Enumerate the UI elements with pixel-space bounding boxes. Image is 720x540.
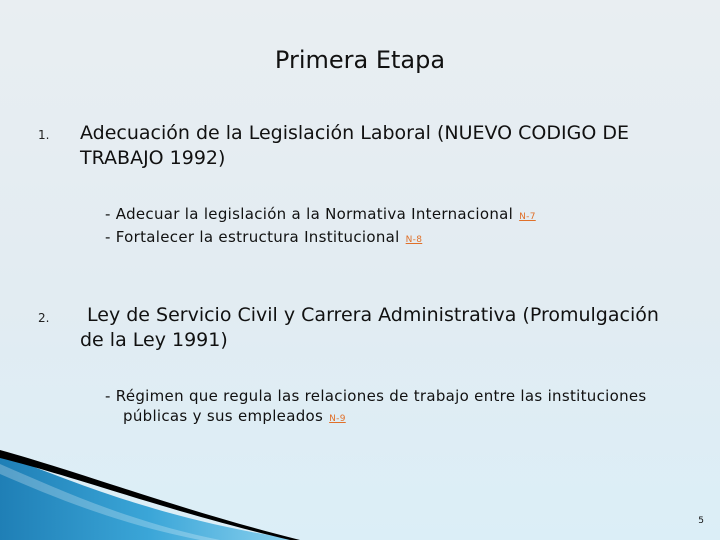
list-number-1: 1. — [38, 128, 50, 142]
item-1-heading-line1: Adecuación de la Legislación Laboral (NUEVO CODIGO DE — [80, 122, 629, 144]
item-2-heading-line1: Ley de Servicio Civil y Carrera Administrativa (Promulgación — [87, 304, 659, 326]
item-1-heading — [80, 121, 629, 171]
subpoint-1-1-text: - Adecuar la legislación a la Normativa Internacional — [105, 205, 514, 223]
item-1-heading-line2: TRABAJO 1992) — [80, 147, 226, 169]
item-1-subpoints — [105, 204, 536, 250]
subpoint-1-1 — [105, 204, 536, 227]
item-2-subpoints — [105, 386, 647, 429]
list-number-2: 2. — [38, 311, 50, 325]
reference-link-n9[interactable]: N-9 — [329, 414, 346, 424]
page-number: 5 — [698, 516, 704, 526]
reference-link-n8[interactable]: N-8 — [405, 235, 423, 245]
subpoint-2-1-line1: - Régimen que regula las relaciones de trabajo entre las instituciones — [105, 387, 647, 405]
subpoint-2-1-line2: públicas y sus empleados — [123, 407, 324, 425]
item-2-heading — [80, 303, 659, 353]
item-2-heading-line2: de la Ley 1991) — [80, 329, 228, 351]
subpoint-1-2 — [105, 227, 536, 250]
reference-link-n7[interactable]: N-7 — [519, 212, 536, 222]
subpoint-2-1-line2-wrap — [105, 406, 647, 429]
slide-title: Primera Etapa — [274, 46, 446, 74]
subpoint-1-2-text: - Fortalecer la estructura Institucional — [105, 228, 400, 246]
decorative-swoosh — [0, 450, 320, 540]
